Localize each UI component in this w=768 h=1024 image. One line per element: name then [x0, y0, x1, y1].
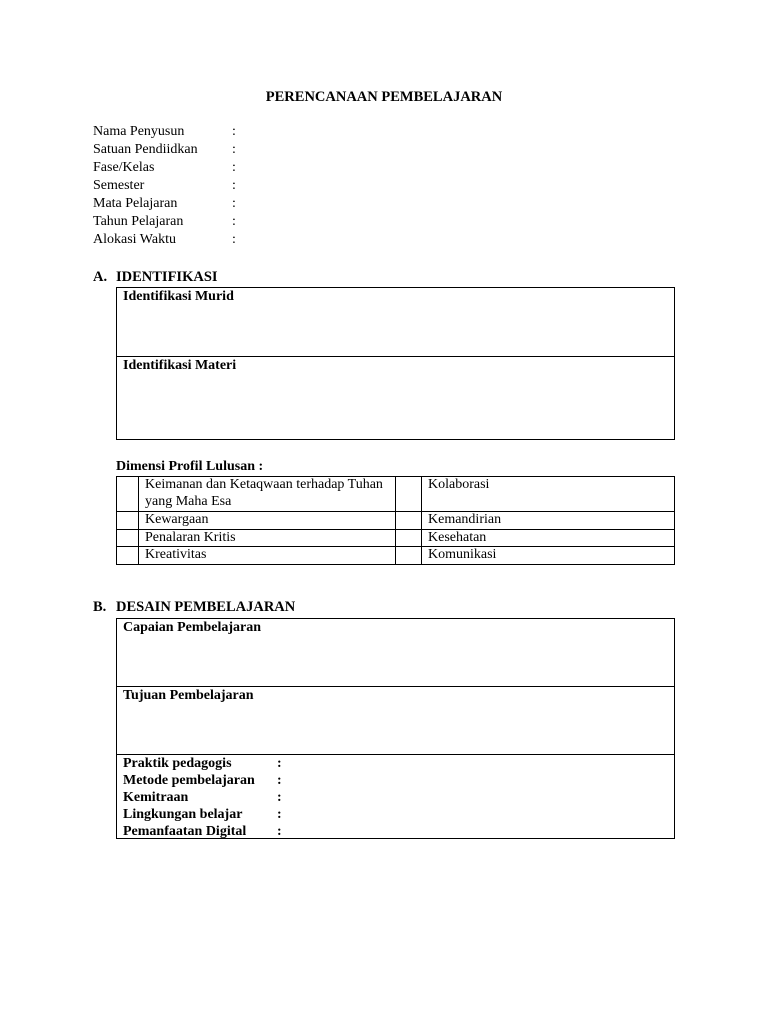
info-colon: : — [232, 214, 236, 229]
dimensi-item: Keimanan dan Ketaqwaan terhadap Tuhan yang Maha Esa — [139, 477, 396, 512]
info-colon: : — [232, 160, 236, 175]
table-row — [117, 529, 675, 547]
page-title: PERENCANAAN PEMBELAJARAN — [265, 89, 503, 105]
dimensi-item: Penalaran Kritis — [139, 529, 396, 547]
dimensi-table — [116, 476, 675, 565]
checkbox-cell[interactable] — [396, 512, 422, 530]
info-row-mata-pelajaran — [93, 195, 252, 213]
praktik-colon: : — [277, 790, 282, 805]
praktik-colon: : — [277, 824, 282, 839]
desain-box — [116, 618, 675, 839]
info-colon: : — [232, 178, 236, 193]
praktik-label: Pemanfaatan Digital — [123, 824, 247, 839]
praktik-row — [123, 806, 668, 823]
section-title: DESAIN PEMBELAJARAN — [116, 599, 296, 615]
cell-label: Identifikasi Materi — [123, 358, 237, 373]
praktik-label: Praktik pedagogis — [123, 756, 232, 771]
praktik-row — [123, 823, 668, 840]
checkbox-cell[interactable] — [117, 512, 139, 530]
info-label: Alokasi Waktu — [93, 232, 176, 247]
capaian-pembelajaran-cell — [117, 619, 674, 686]
checkbox-cell[interactable] — [396, 477, 422, 512]
table-row — [117, 512, 675, 530]
cell-label: Tujuan Pembelajaran — [123, 688, 254, 703]
praktik-label: Lingkungan belajar — [123, 807, 243, 822]
identifikasi-box — [116, 287, 675, 440]
section-b-heading — [93, 598, 295, 616]
dimensi-item: Kreativitas — [139, 547, 396, 565]
tujuan-pembelajaran-cell — [117, 686, 674, 754]
identifikasi-materi-cell — [117, 356, 674, 439]
info-label: Fase/Kelas — [93, 160, 155, 175]
identifikasi-murid-cell — [117, 288, 674, 356]
section-number: B. — [93, 599, 107, 615]
info-list — [93, 123, 252, 249]
section-title: IDENTIFIKASI — [116, 269, 218, 285]
info-colon: : — [232, 196, 236, 211]
dimensi-item: Komunikasi — [422, 547, 675, 565]
praktik-colon: : — [277, 807, 282, 822]
info-row-nama-penyusun — [93, 123, 252, 141]
dimensi-item: Kemandirian — [422, 512, 675, 530]
checkbox-cell[interactable] — [396, 547, 422, 565]
info-colon: : — [232, 142, 236, 157]
checkbox-cell[interactable] — [117, 477, 139, 512]
info-colon: : — [232, 232, 236, 247]
info-row-satuan-pendidikan — [93, 141, 252, 159]
cell-label: Capaian Pembelajaran — [123, 620, 262, 635]
dimensi-item: Kesehatan — [422, 529, 675, 547]
info-row-semester — [93, 177, 252, 195]
info-colon: : — [232, 124, 236, 139]
checkbox-cell[interactable] — [117, 547, 139, 565]
dimensi-item: Kolaborasi — [422, 477, 675, 512]
section-number: A. — [93, 269, 108, 285]
info-label: Mata Pelajaran — [93, 196, 178, 211]
praktik-label: Metode pembelajaran — [123, 773, 255, 788]
praktik-colon: : — [277, 756, 282, 771]
info-label: Nama Penyusun — [93, 124, 185, 139]
info-label: Tahun Pelajaran — [93, 214, 184, 229]
checkbox-cell[interactable] — [117, 529, 139, 547]
praktik-row — [123, 755, 668, 772]
info-row-tahun-pelajaran — [93, 213, 252, 231]
info-label: Satuan Pendiidkan — [93, 142, 198, 157]
table-row — [117, 547, 675, 565]
table-row — [117, 477, 675, 512]
cell-label: Identifikasi Murid — [123, 289, 234, 304]
info-label: Semester — [93, 178, 145, 193]
praktik-row — [123, 772, 668, 789]
praktik-cell — [117, 754, 674, 838]
dimensi-label: Dimensi Profil Lulusan : — [116, 459, 264, 474]
dimensi-item: Kewargaan — [139, 512, 396, 530]
praktik-colon: : — [277, 773, 282, 788]
info-row-fase-kelas — [93, 159, 252, 177]
praktik-label: Kemitraan — [123, 790, 189, 805]
info-row-alokasi-waktu — [93, 231, 252, 249]
checkbox-cell[interactable] — [396, 529, 422, 547]
section-a-heading — [93, 268, 218, 286]
praktik-row — [123, 789, 668, 806]
